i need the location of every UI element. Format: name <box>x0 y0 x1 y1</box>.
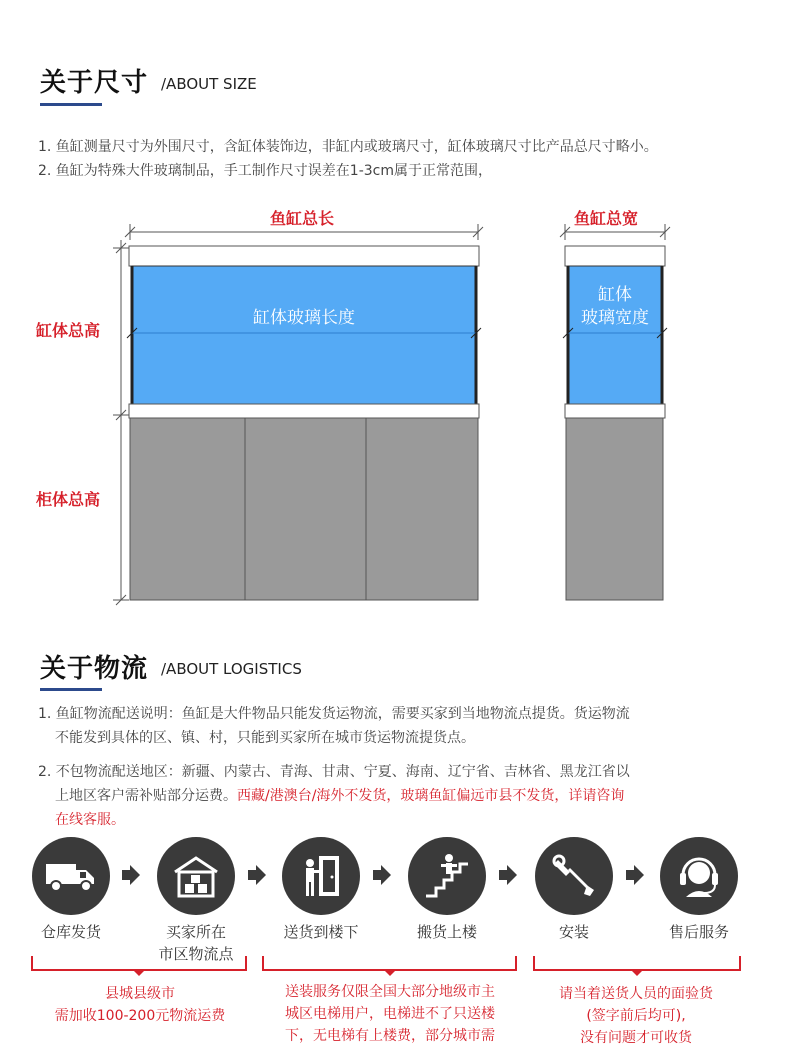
step-install <box>535 837 613 915</box>
cabinet-height-label: 柜体总高 <box>36 490 101 509</box>
installation-service-line1: 送装服务仅限全国大部分地级市主 <box>285 984 495 1000</box>
step-deliver-downstairs <box>282 837 360 915</box>
step-buyer-city-point <box>157 837 235 915</box>
logistics-note-1-line2: 不能发到具体的区、镇、村，只能到买家所在城市货运物流提货点。 <box>55 730 475 746</box>
step-carry-upstairs <box>408 837 486 915</box>
logistics-section-subtitle: /ABOUT LOGISTICS <box>161 660 302 678</box>
size-section-title: 关于尺寸 <box>40 68 149 98</box>
logistics-section-title: 关于物流 <box>40 654 149 684</box>
stairs-icon <box>422 852 472 900</box>
step-label-6: 售后服务 <box>668 923 729 941</box>
arrow-right-icon <box>371 864 393 886</box>
size-note-2: 2. 鱼缸为特殊大件玻璃制品，手工制作尺寸误差在1-3cm属于正常范围， <box>38 163 493 179</box>
logistics-note-2 <box>38 760 630 832</box>
step-label-4: 搬货上楼 <box>416 923 477 941</box>
total-width-label: 鱼缸总宽 <box>574 209 639 228</box>
glass-width-label <box>568 284 662 330</box>
size-section-subtitle: /ABOUT SIZE <box>161 75 257 93</box>
inspection-note <box>526 983 746 1049</box>
glass-length-label: 缸体玻璃长度 <box>253 308 355 328</box>
logistics-note-2-line2-plain: 上地区客户需补贴部分运费。 <box>55 788 237 804</box>
logistics-note-2-line2 <box>38 784 630 808</box>
logistics-note-2-line1: 2. 不包物流配送地区：新疆、内蒙古、青海、甘肃、宁夏、海南、辽宁省、吉林省、黑龙江省以 <box>38 764 630 780</box>
logistics-note-2-line3: 在线客服。 <box>55 812 125 828</box>
county-shipping-line2: 需加收100-200元物流运费 <box>54 1008 226 1024</box>
size-note-1: 1. 鱼缸测量尺寸为外围尺寸，含缸体装饰边，非缸内或玻璃尺寸，缸体玻璃尺寸比产品总尺寸略小。 <box>38 139 658 155</box>
step-label-1: 仓库发货 <box>40 923 101 941</box>
glass-width-label-line2: 玻璃宽度 <box>581 308 649 328</box>
arrow-right-icon <box>497 864 519 886</box>
warehouse-icon <box>171 854 221 898</box>
headset-icon <box>674 851 724 901</box>
logistics-title-underline <box>40 688 102 691</box>
arrow-right-icon <box>246 864 268 886</box>
logistics-note-1 <box>38 702 630 750</box>
logistics-note-2-line2-red: 西藏/港澳台/海外不发货，玻璃鱼缸偏远市县不发货，详请咨询 <box>237 788 625 804</box>
step-after-sales <box>660 837 738 915</box>
tank-height-label: 缸体总高 <box>36 321 101 340</box>
inspection-line1: 请当着送货人员的面验货 <box>559 986 713 1002</box>
step-label-2-line2: 市区物流点 <box>158 945 234 963</box>
step-label-2-line1: 买家所在 <box>165 923 226 941</box>
installation-service-line3: 下，无电梯有上楼费，部分城市需 <box>285 1028 495 1044</box>
step-label-5: 安装 <box>558 923 589 941</box>
total-length-label: 鱼缸总长 <box>270 209 335 228</box>
arrow-right-icon <box>624 864 646 886</box>
installation-service-note <box>258 981 522 1047</box>
arrow-right-icon <box>120 864 142 886</box>
inspection-line2: (签字前后均可), <box>586 1008 686 1024</box>
installation-service-line2: 城区电梯用户，电梯进不了只送楼 <box>285 1006 495 1022</box>
height-dimension <box>113 240 129 605</box>
step-label-3: 送货到楼下 <box>283 923 359 941</box>
size-title-underline <box>40 103 102 106</box>
aquarium-dimension-diagram <box>0 195 790 610</box>
delivery-door-icon <box>297 852 345 900</box>
glass-width-label-line1: 缸体 <box>598 285 632 305</box>
front-tank <box>127 246 481 600</box>
logistics-note-1-line1: 1. 鱼缸物流配送说明：鱼缸是大件物品只能发货运物流，需要买家到当地物流点提货。货运物流 <box>38 706 630 722</box>
bottom-brackets <box>0 950 790 980</box>
wrench-icon <box>550 852 598 900</box>
step-warehouse-ship <box>32 837 110 915</box>
county-shipping-line1: 县城县级市 <box>105 986 175 1002</box>
inspection-line3: 没有问题才可收货 <box>580 1030 692 1046</box>
county-shipping-note <box>20 983 260 1027</box>
truck-icon <box>44 856 98 896</box>
